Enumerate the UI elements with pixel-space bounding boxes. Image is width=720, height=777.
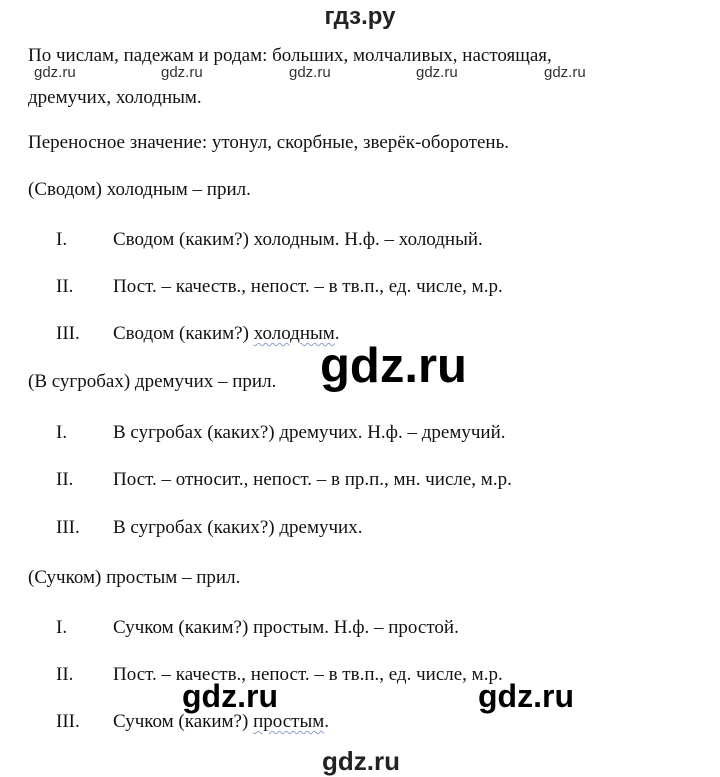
item-text: Сводом (каким?) холодным. Н.ф. – холодный. [113, 229, 483, 250]
watermark-small: gdz.ru [544, 64, 586, 81]
item-number: I. [56, 617, 68, 638]
section-heading: (Сводом) холодным – прил. [28, 179, 251, 200]
item-number: I. [56, 422, 68, 443]
site-header: гдз.ру [324, 3, 396, 30]
item-number: III. [56, 517, 80, 538]
spellcheck-underlined-word: холодным [253, 323, 335, 344]
watermark-big: gdz.ru [182, 678, 278, 714]
section-heading: (В сугробах) дремучих – прил. [28, 371, 277, 392]
item-text: В сугробах (каких?) дремучих. Н.ф. – дремучий. [113, 422, 506, 443]
watermark-small: gdz.ru [289, 64, 331, 81]
item-number: III. [56, 323, 80, 344]
item-text-post: . [324, 711, 329, 732]
item-text: Сучком (каким?) простым. Н.ф. – простой. [113, 617, 459, 638]
watermark-small: gdz.ru [416, 64, 458, 81]
item-text: Пост. – качеств., непост. – в тв.п., ед. числе, м.р. [113, 664, 503, 685]
item-text: В сугробах (каких?) дремучих. [113, 517, 363, 538]
section-heading: (Сучком) простым – прил. [28, 567, 241, 588]
item-number: I. [56, 229, 68, 250]
watermark-bottom: gdz.ru [322, 746, 400, 776]
watermark-small: gdz.ru [34, 64, 76, 81]
item-number: II. [56, 469, 74, 490]
item-text: Пост. – относит., непост. – в пр.п., мн. числе, м.р. [113, 469, 512, 490]
watermark-big: gdz.ru [478, 678, 574, 714]
item-number: III. [56, 711, 80, 732]
spellcheck-underlined-word: простым [253, 711, 325, 732]
item-text: Пост. – качеств., непост. – в тв.п., ед. числе, м.р. [113, 276, 503, 297]
watermark-small: gdz.ru [161, 64, 203, 81]
item-number: II. [56, 276, 74, 297]
figurative-meaning: Переносное значение: утонул, скорбные, зверёк-оборотень. [28, 132, 510, 153]
item-text-pre: Сучком (каким?) [113, 711, 254, 732]
item-text [113, 322, 340, 346]
intro-line-2: дремучих, холодным. [28, 87, 202, 108]
intro-line-1: По числам, падежам и родам: больших, молчаливых, настоящая, [28, 45, 552, 66]
item-text-post: . [334, 323, 340, 344]
item-number: II. [56, 664, 74, 685]
item-text-pre: Сводом (каким?) [113, 323, 254, 344]
watermark-big: gdz.ru [320, 339, 467, 393]
